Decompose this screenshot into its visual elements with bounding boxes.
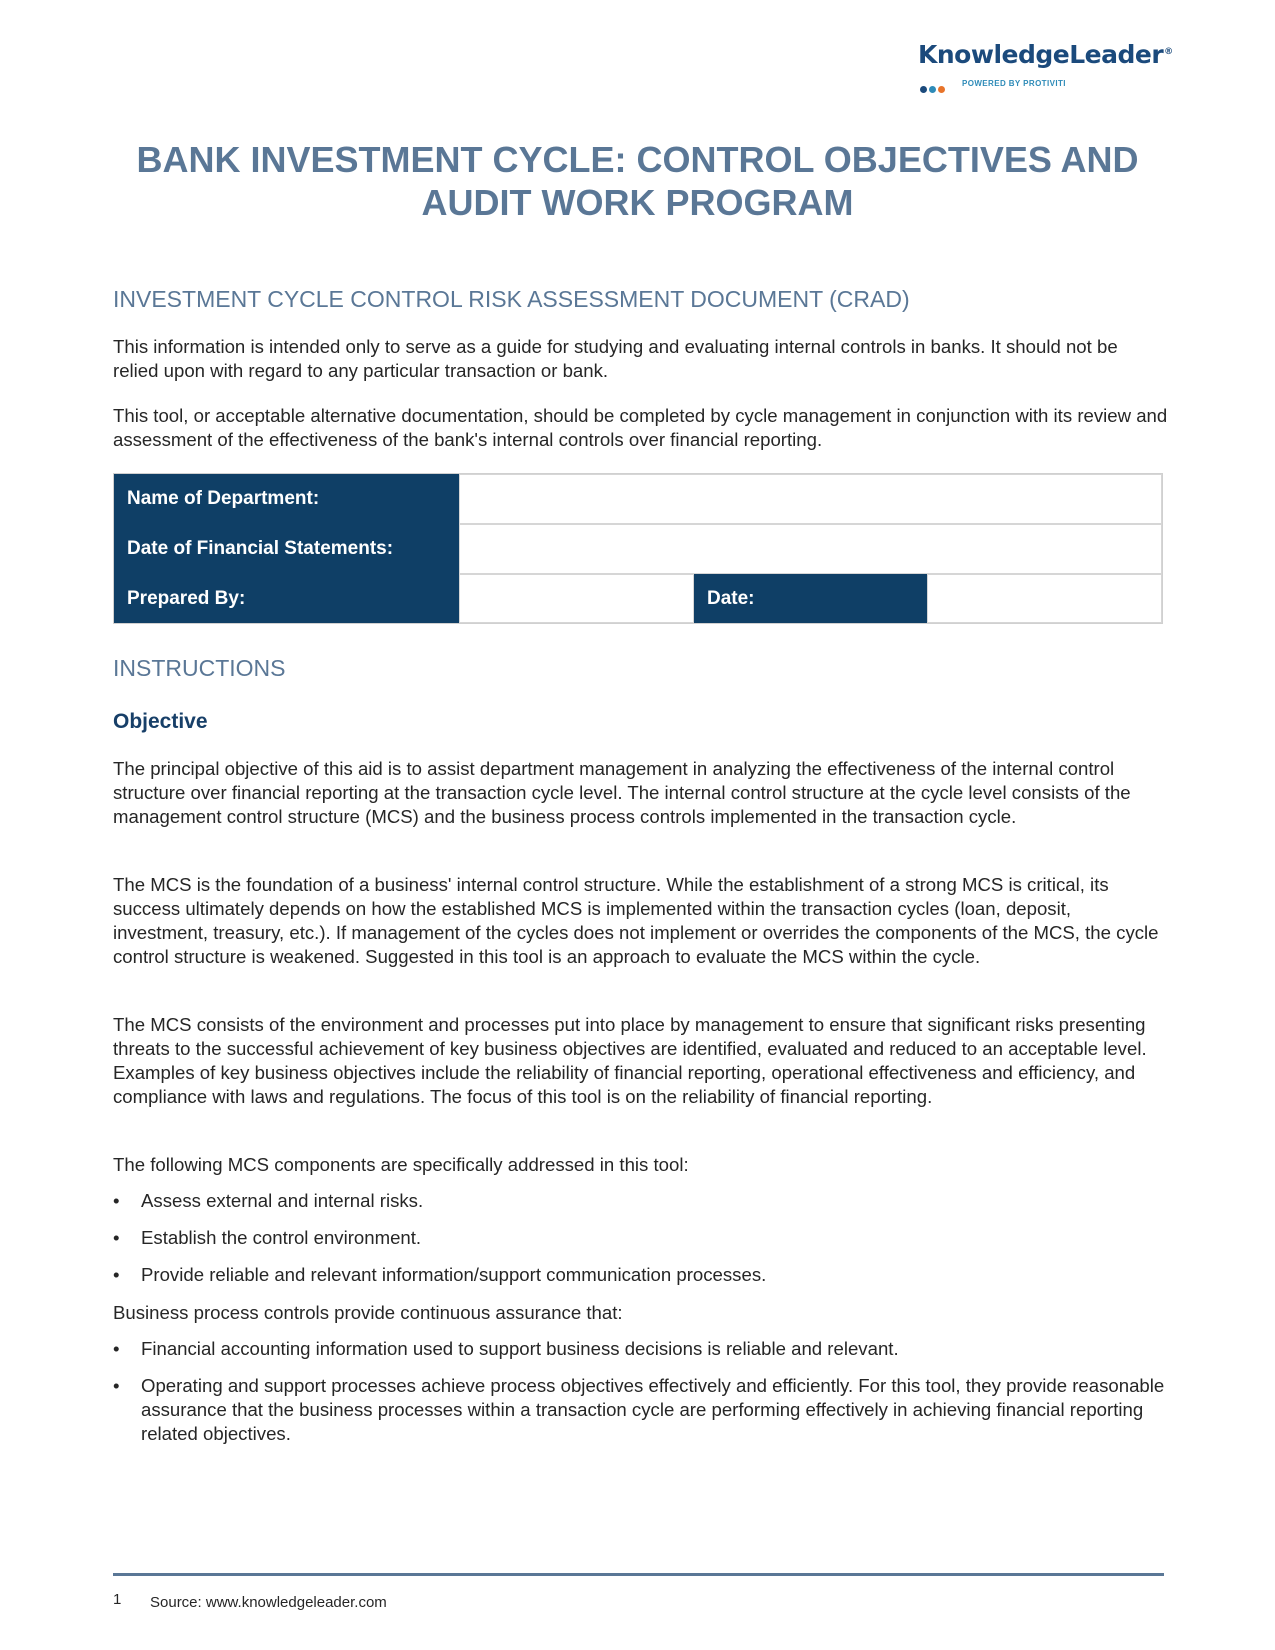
objective-paragraph-1: The principal objective of this aid is to assist department management in analyzing the effectiveness of the internal control structure over financial reporting at the transaction cycle level. The internal control structure at the cycle level consists of the management control structure (MCS) and the business process controls implemented in the transaction cycle. — [113, 758, 1131, 827]
bullet-icon: • — [113, 1190, 120, 1211]
bullet-icon: • — [113, 1227, 120, 1248]
bullet-icon: • — [113, 1375, 120, 1396]
logo-registered-mark: ® — [1164, 46, 1173, 57]
business-process-list — [113, 1337, 1168, 1459]
list-item: • Provide reliable and relevant information/support communication processes. — [113, 1264, 767, 1285]
department-field[interactable] — [459, 474, 1162, 524]
crad-paragraph-2: This tool, or acceptable alternative documentation, should be completed by cycle management in conjunction with its review and assessment of the effectiveness of the bank's internal controls over financial reporting. — [113, 405, 1168, 450]
logo-tagline: POWERED BY PROTIVITI — [962, 79, 1066, 88]
date-field[interactable] — [927, 574, 1162, 623]
list-item: • Operating and support processes achieve process objectives effectively and efficiently. For this tool, they provide reasonable assurance that the business processes within a transaction cycle are performing effectively in achieving financial reporting related objectives. — [113, 1375, 1165, 1444]
list-item: • Assess external and internal risks. — [113, 1190, 424, 1211]
department-label: Name of Department: — [114, 474, 459, 524]
list-item: • Financial accounting information used to support business decisions is reliable and relevant. — [113, 1338, 899, 1359]
business-process-intro: Business process controls provide continuous assurance that: — [113, 1302, 623, 1323]
list-item: • Establish the control environment. — [113, 1227, 422, 1248]
bullet-icon: • — [113, 1264, 120, 1285]
objective-paragraph-3: The MCS consists of the environment and processes put into place by management to ensure that significant risks presenting threats to the successful achievement of key business objectives are identified, evaluated and reduced to an acceptable level. Examples of key business objectives include the reliability of financial reporting, operational effectiveness and efficiency, and compliance with laws and regulations. The focus of this tool is on the reliability of financial reporting. — [113, 1014, 1147, 1107]
page-number: 1 — [113, 1591, 122, 1608]
financial-statements-date-field[interactable] — [459, 524, 1162, 574]
objective-heading: Objective — [113, 710, 208, 733]
mcs-components-list — [113, 1189, 1168, 1300]
document-title: BANK INVESTMENT CYCLE: CONTROL OBJECTIVES AND AUDIT WORK PROGRAM — [136, 139, 1139, 223]
financial-statements-date-label: Date of Financial Statements: — [114, 524, 459, 574]
crad-form-table — [113, 473, 1163, 624]
date-label: Date: — [694, 574, 927, 623]
footer-divider — [113, 1573, 1164, 1576]
knowledgeleader-logo — [918, 40, 1173, 94]
logo-dots — [920, 80, 947, 88]
logo-wordmark: KnowledgeLeader — [918, 40, 1164, 69]
objective-paragraph-2: The MCS is the foundation of a business' internal control structure. While the establishment of a strong MCS is critical, its success ultimately depends on how the established MCS is implemented within the transaction cycles (loan, deposit, investment, treasury, etc.). If management of the cycles does not implement or overrides the components of the MCS, the cycle control structure is weakened. Suggested in this tool is an approach to evaluate the MCS within the cycle. — [113, 874, 1159, 967]
prepared-by-label: Prepared By: — [114, 574, 459, 623]
crad-heading: INVESTMENT CYCLE CONTROL RISK ASSESSMENT DOCUMENT (CRAD) — [113, 286, 910, 312]
crad-paragraph-1: This information is intended only to serve as a guide for studying and evaluating internal controls in banks. It should not be relied upon with regard to any particular transaction or bank. — [113, 336, 1118, 381]
logo-dot — [938, 86, 945, 93]
logo-dot — [920, 86, 927, 93]
prepared-by-field[interactable] — [459, 574, 694, 623]
source-link[interactable]: Source: www.knowledgeleader.com — [150, 1594, 387, 1611]
logo-dot — [929, 86, 936, 93]
instructions-heading: INSTRUCTIONS — [113, 655, 286, 681]
bullet-icon: • — [113, 1338, 120, 1359]
mcs-components-intro: The following MCS components are specifically addressed in this tool: — [113, 1154, 689, 1175]
